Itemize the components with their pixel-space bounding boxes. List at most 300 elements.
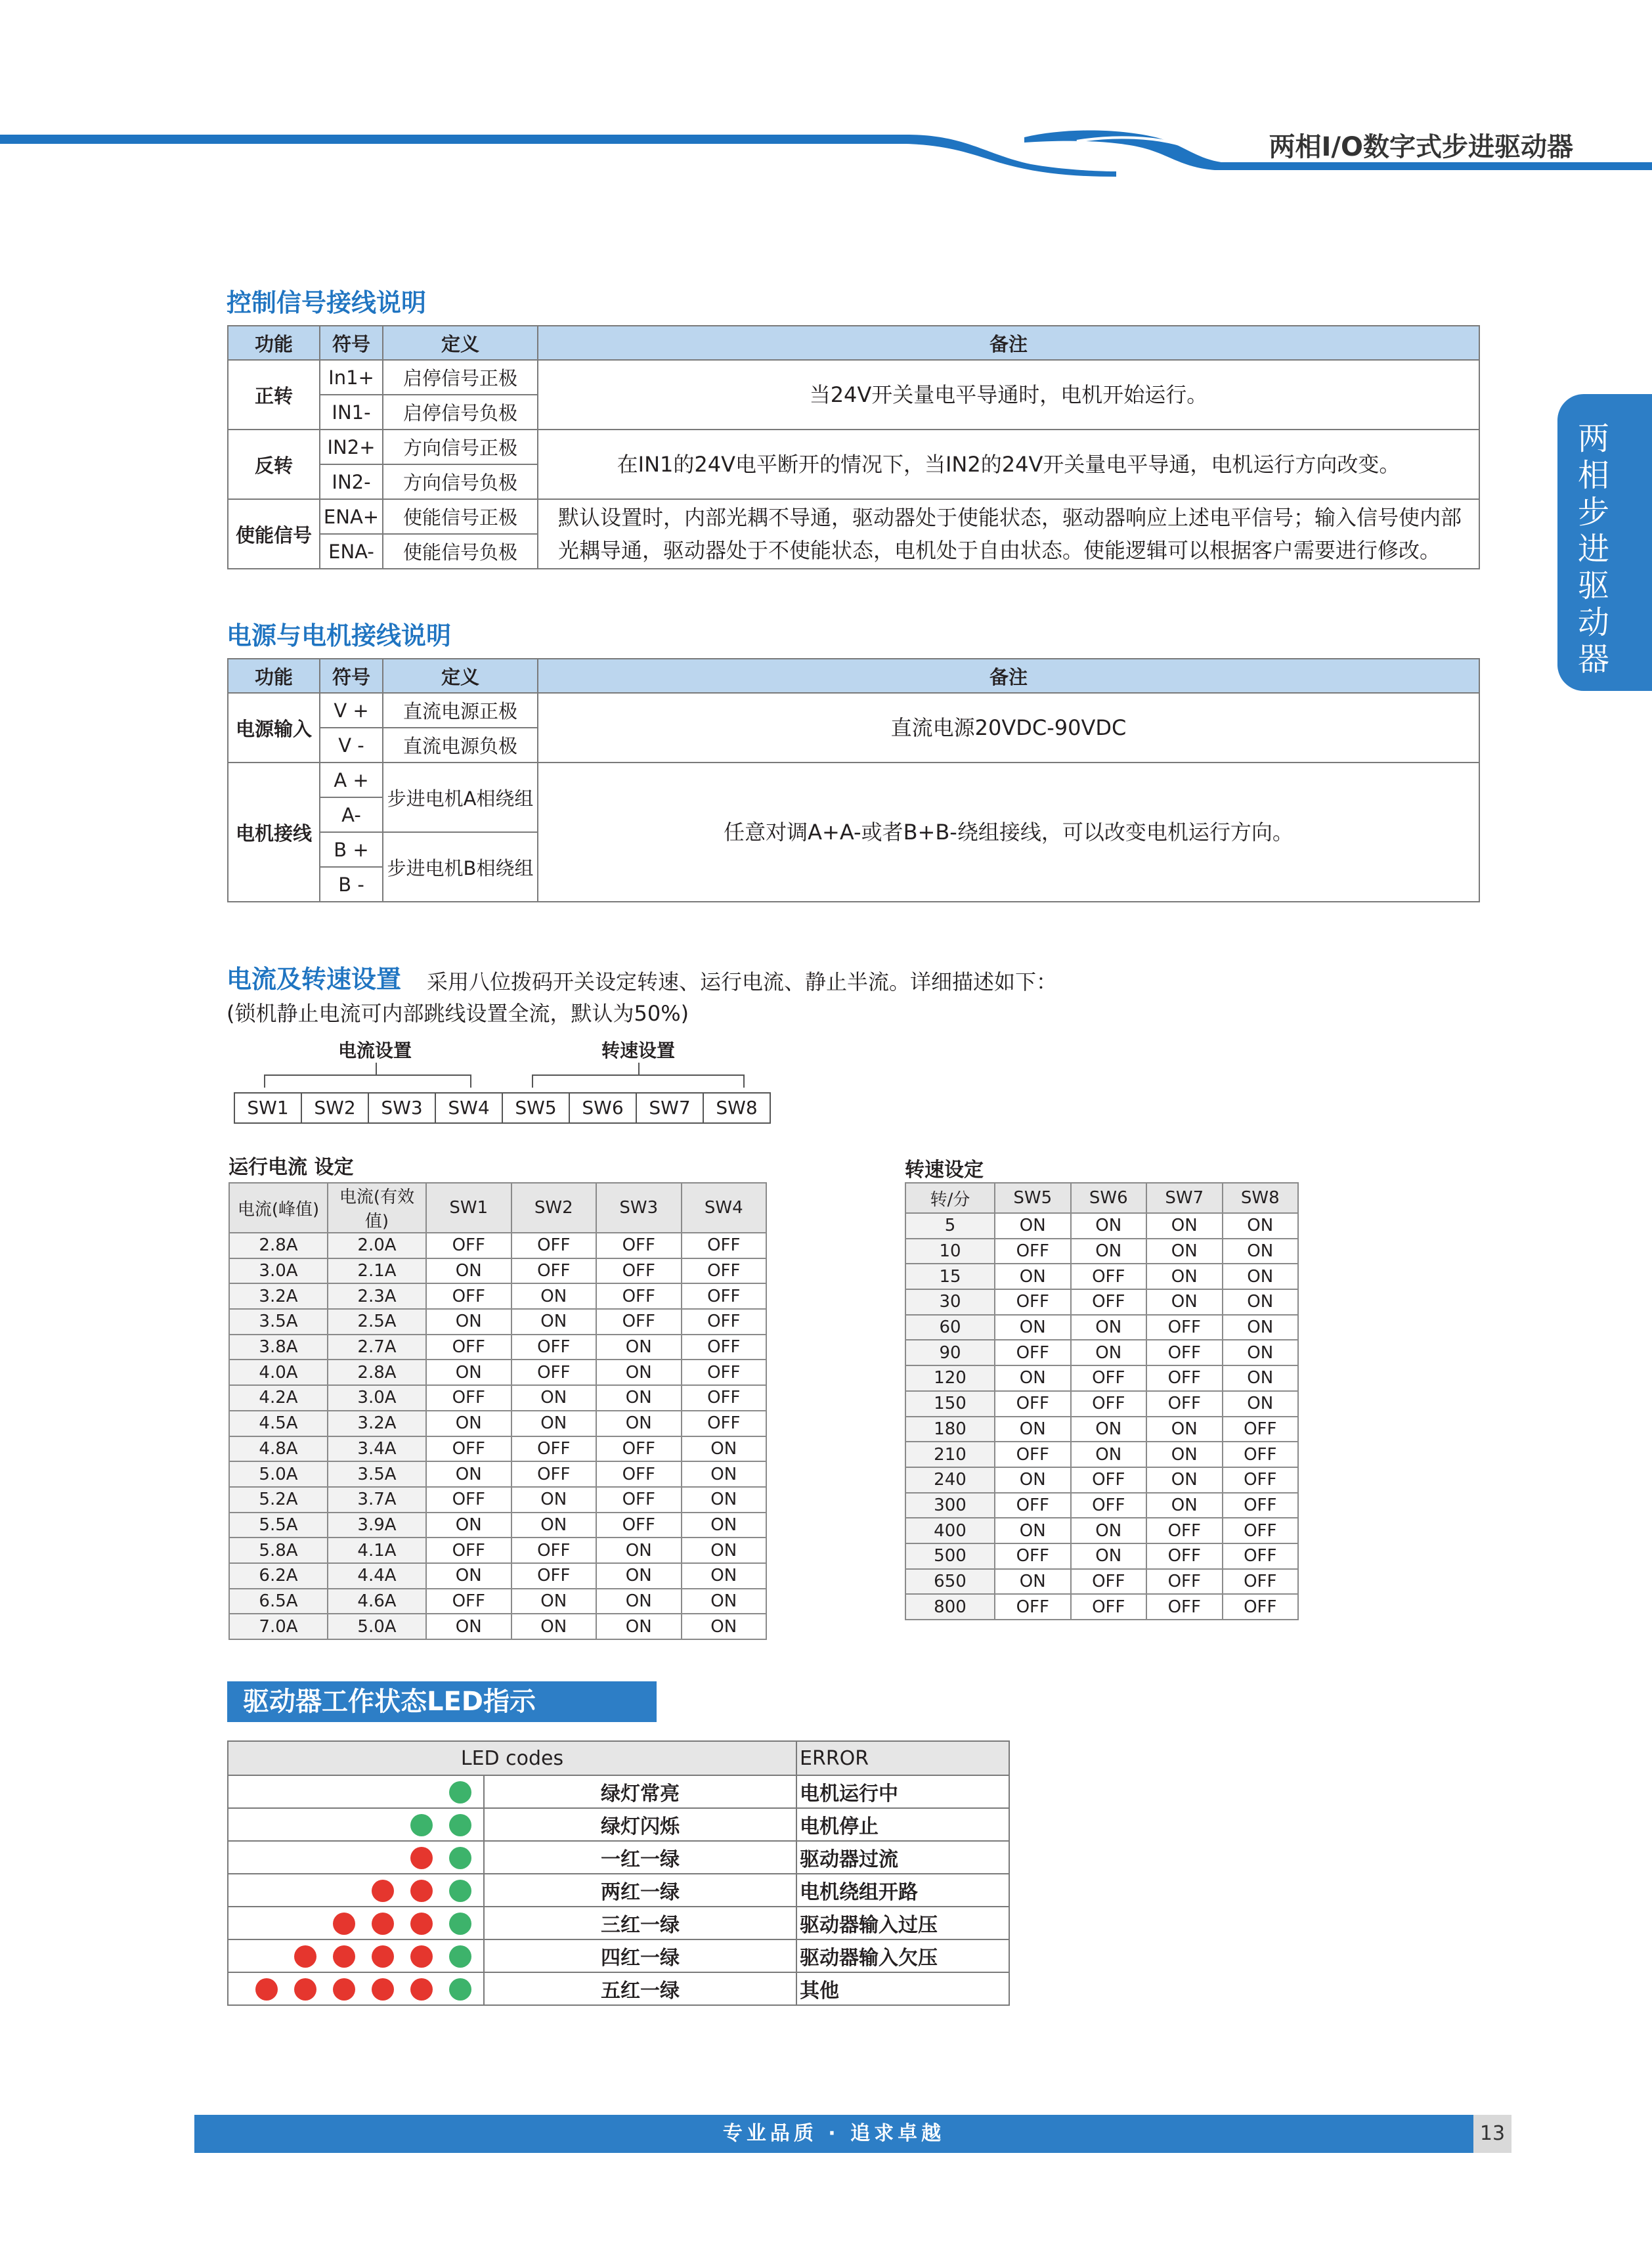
cell: OFF — [426, 1385, 511, 1411]
cell: 3.2A — [328, 1411, 426, 1436]
page-number: 13 — [1473, 2115, 1511, 2153]
cell: ON — [1223, 1213, 1299, 1239]
table-header-row — [905, 1183, 1298, 1213]
cell: OFF — [682, 1385, 767, 1411]
red-led-icon — [333, 1913, 355, 1935]
red-led-icon — [410, 1978, 433, 2001]
table-row — [228, 693, 1479, 728]
cell: OFF — [1223, 1594, 1299, 1620]
green-led-icon — [449, 1781, 471, 1804]
table-row — [905, 1391, 1298, 1417]
table-row — [229, 1335, 766, 1360]
header-cell: 电流(有效值) — [328, 1183, 426, 1233]
symbol-cell: ENA+ — [320, 499, 383, 534]
cell: OFF — [1223, 1543, 1299, 1569]
cell: 2.8A — [229, 1233, 328, 1258]
cell: ON — [596, 1411, 682, 1436]
cell: OFF — [426, 1233, 511, 1258]
cell: ON — [995, 1315, 1071, 1340]
red-led-icon — [410, 1913, 433, 1935]
current-setting-label: 电流设置 — [338, 1040, 412, 1061]
cell: 4.5A — [229, 1411, 328, 1436]
red-led-icon — [410, 1945, 433, 1968]
led-dots-cell — [228, 1874, 484, 1907]
led-section-title: 驱动器工作状态LED指示 — [227, 1681, 657, 1722]
cell: ON — [1146, 1264, 1223, 1289]
note-cell: 当24V开关量电平导通时，电机开始运行。 — [538, 360, 1479, 430]
led-row — [228, 1874, 1009, 1907]
table-row — [229, 1411, 766, 1436]
header-cell: SW3 — [596, 1183, 682, 1233]
cell: ON — [596, 1589, 682, 1614]
cell: ON — [995, 1264, 1071, 1289]
cell: ON — [682, 1614, 767, 1639]
header-cell: SW4 — [682, 1183, 767, 1233]
speed-table-caption: 转速设定 — [905, 1159, 984, 1182]
switch-label: SW1 — [235, 1094, 302, 1122]
cell: 2.8A — [328, 1360, 426, 1385]
led-pattern-name: 绿灯常亮 — [484, 1775, 796, 1808]
green-led-icon — [449, 1814, 471, 1836]
note-line: 默认设置时，内部光耦不导通，驱动器处于使能状态，驱动器响应上述电平信号；输入信号使内部 — [558, 505, 1462, 530]
table-row — [229, 1283, 766, 1309]
cell: ON — [1223, 1391, 1299, 1417]
function-cell: 正转 — [228, 360, 320, 430]
current-brace — [264, 1074, 471, 1088]
cell: 3.0A — [229, 1258, 328, 1284]
section-title-control: 控制信号接线说明 — [227, 288, 427, 317]
cell: 10 — [905, 1239, 995, 1264]
led-dots-cell — [228, 1939, 484, 1972]
cell: OFF — [1223, 1518, 1299, 1543]
red-led-icon — [410, 1880, 433, 1902]
cell: ON — [995, 1518, 1071, 1543]
definition-cell: 直流电源负极 — [383, 728, 538, 763]
cell: 3.5A — [328, 1461, 426, 1487]
cell: ON — [682, 1538, 767, 1563]
led-row — [228, 1841, 1009, 1874]
cell: OFF — [1146, 1543, 1223, 1569]
cell: OFF — [1071, 1594, 1147, 1620]
cell: OFF — [596, 1513, 682, 1538]
cell: ON — [1146, 1213, 1223, 1239]
red-led-icon — [255, 1978, 278, 2001]
cell: 3.7A — [328, 1487, 426, 1513]
cell: ON — [596, 1385, 682, 1411]
cell: OFF — [596, 1283, 682, 1309]
table-row — [905, 1442, 1298, 1467]
cell: OFF — [596, 1233, 682, 1258]
cell: ON — [596, 1563, 682, 1589]
cell: ON — [1146, 1239, 1223, 1264]
led-codes-header: LED codes — [228, 1741, 796, 1775]
cell: 500 — [905, 1543, 995, 1569]
cell: ON — [1223, 1365, 1299, 1391]
cell: OFF — [1146, 1365, 1223, 1391]
cell: 4.1A — [328, 1538, 426, 1563]
cell: OFF — [682, 1258, 767, 1284]
green-led-icon — [449, 1847, 471, 1869]
red-led-icon — [294, 1978, 316, 2001]
cell: ON — [426, 1461, 511, 1487]
definition-cell: 步进电机A相绕组 — [383, 763, 538, 832]
cell: OFF — [596, 1258, 682, 1284]
cell: OFF — [511, 1233, 597, 1258]
switch-label: SW3 — [369, 1094, 436, 1122]
definition-cell: 直流电源正极 — [383, 693, 538, 728]
cell: OFF — [426, 1283, 511, 1309]
red-led-icon — [372, 1978, 394, 2001]
power-motor-table — [227, 658, 1480, 902]
switch-label: SW8 — [716, 1097, 758, 1118]
cell: 5.2A — [229, 1487, 328, 1513]
table-row — [905, 1543, 1298, 1569]
cell: 30 — [905, 1289, 995, 1315]
led-error-text: 驱动器输入欠压 — [796, 1939, 1009, 1972]
cell: ON — [995, 1213, 1071, 1239]
definition-cell: 使能信号正极 — [383, 499, 538, 534]
header-cell: 电流(峰值) — [229, 1183, 328, 1233]
table-row — [229, 1487, 766, 1513]
cell: ON — [426, 1513, 511, 1538]
cell: 5.0A — [229, 1461, 328, 1487]
cell: ON — [995, 1569, 1071, 1595]
led-dots-cell — [228, 1775, 484, 1808]
cell: ON — [511, 1513, 597, 1538]
cell: 150 — [905, 1391, 995, 1417]
table-row — [905, 1365, 1298, 1391]
cell: 4.4A — [328, 1563, 426, 1589]
table-header-row — [229, 1183, 766, 1233]
cell: ON — [511, 1411, 597, 1436]
cell: OFF — [511, 1360, 597, 1385]
cell: 3.2A — [229, 1283, 328, 1309]
table-row — [905, 1315, 1298, 1340]
header-cell: 符号 — [320, 659, 383, 693]
cell: 90 — [905, 1340, 995, 1365]
cell: OFF — [511, 1335, 597, 1360]
cell: OFF — [511, 1563, 597, 1589]
cell: OFF — [682, 1335, 767, 1360]
cell: OFF — [995, 1239, 1071, 1264]
switch-label: SW4 — [436, 1094, 503, 1122]
cell: OFF — [1146, 1518, 1223, 1543]
cell: ON — [1223, 1264, 1299, 1289]
switch-label: SW5 — [503, 1094, 570, 1122]
cell: OFF — [426, 1335, 511, 1360]
cell: ON — [682, 1563, 767, 1589]
table-row — [228, 763, 1479, 797]
current-table — [228, 1182, 767, 1640]
cell: 5.0A — [328, 1614, 426, 1639]
header-cell: 符号 — [320, 326, 383, 360]
cell: ON — [995, 1467, 1071, 1493]
cell: 650 — [905, 1569, 995, 1595]
note-cell: 直流电源20VDC-90VDC — [538, 693, 1479, 763]
header-cell: SW1 — [426, 1183, 511, 1233]
cell: ON — [511, 1283, 597, 1309]
cell: OFF — [1071, 1569, 1147, 1595]
led-error-text: 电机绕组开路 — [796, 1874, 1009, 1907]
function-cell: 电机接线 — [228, 763, 320, 902]
cell: ON — [1146, 1289, 1223, 1315]
current-table-caption: 运行电流 设定 — [228, 1156, 354, 1179]
cell: 5.8A — [229, 1538, 328, 1563]
definition-cell: 方向信号负极 — [383, 464, 538, 499]
led-pattern-name: 两红一绿 — [484, 1874, 796, 1907]
led-error-text: 电机停止 — [796, 1808, 1009, 1841]
green-led-icon — [449, 1978, 471, 2001]
cell: 5 — [905, 1213, 995, 1239]
led-error-header: ERROR — [796, 1741, 1009, 1775]
cell: 2.1A — [328, 1258, 426, 1284]
header-cell: SW7 — [1146, 1183, 1223, 1213]
led-dots-cell — [228, 1808, 484, 1841]
cell: OFF — [682, 1309, 767, 1335]
cell: OFF — [1223, 1493, 1299, 1518]
table-row — [229, 1461, 766, 1487]
cell: 3.0A — [328, 1385, 426, 1411]
speed-brace — [532, 1074, 745, 1088]
led-row — [228, 1775, 1009, 1808]
symbol-cell: In1+ — [320, 360, 383, 395]
cell: ON — [1223, 1289, 1299, 1315]
cell: OFF — [511, 1436, 597, 1462]
led-pattern-name: 五红一绿 — [484, 1972, 796, 2005]
symbol-cell: B - — [320, 867, 383, 902]
cell: ON — [596, 1360, 682, 1385]
cell: ON — [1146, 1417, 1223, 1442]
led-pattern-name: 绿灯闪烁 — [484, 1808, 796, 1841]
cell: OFF — [511, 1538, 597, 1563]
note-line: 光耦导通，驱动器处于不使能状态，电机处于自由状态。使能逻辑可以根据客户需要进行修改。 — [558, 538, 1441, 563]
table-row — [905, 1239, 1298, 1264]
cell: ON — [596, 1335, 682, 1360]
table-row — [905, 1289, 1298, 1315]
red-led-icon — [372, 1945, 394, 1968]
speed-table — [905, 1182, 1299, 1620]
cell: ON — [682, 1513, 767, 1538]
led-error-text: 其他 — [796, 1972, 1009, 2005]
cell: OFF — [995, 1493, 1071, 1518]
definition-cell: 启停信号负极 — [383, 395, 538, 430]
table-row — [905, 1467, 1298, 1493]
section-title-current-speed: 电流及转速设置 — [227, 965, 402, 994]
table-row — [905, 1340, 1298, 1365]
cell: OFF — [596, 1487, 682, 1513]
cell: ON — [995, 1365, 1071, 1391]
cell: 2.0A — [328, 1233, 426, 1258]
led-dots-cell — [228, 1841, 484, 1874]
header-cell: SW6 — [1071, 1183, 1147, 1213]
symbol-cell: IN1- — [320, 395, 383, 430]
cell: 400 — [905, 1518, 995, 1543]
cell: OFF — [1071, 1493, 1147, 1518]
symbol-cell: V + — [320, 693, 383, 728]
symbol-cell: ENA- — [320, 534, 383, 569]
cell: ON — [511, 1309, 597, 1335]
cell: OFF — [995, 1289, 1071, 1315]
table-row — [229, 1309, 766, 1335]
table-row — [229, 1589, 766, 1614]
cell: OFF — [511, 1258, 597, 1284]
cell: OFF — [1223, 1442, 1299, 1467]
header-cell: SW8 — [1223, 1183, 1299, 1213]
cell: ON — [1146, 1442, 1223, 1467]
cell: ON — [1071, 1442, 1147, 1467]
cell: 4.0A — [229, 1360, 328, 1385]
header-cell: 功能 — [228, 659, 320, 693]
cell: 800 — [905, 1594, 995, 1620]
note-cell — [538, 499, 1479, 569]
table-row — [905, 1569, 1298, 1595]
cell: OFF — [426, 1436, 511, 1462]
control-signal-table — [227, 325, 1480, 569]
cell: ON — [682, 1461, 767, 1487]
table-row — [905, 1493, 1298, 1518]
cell: 3.8A — [229, 1335, 328, 1360]
table-header-row — [228, 326, 1479, 360]
red-led-icon — [333, 1945, 355, 1968]
header-cell: 备注 — [538, 326, 1479, 360]
cell: OFF — [596, 1309, 682, 1335]
red-led-icon — [333, 1978, 355, 2001]
cell: 2.3A — [328, 1283, 426, 1309]
cell: OFF — [1146, 1315, 1223, 1340]
note-cell: 在IN1的24V电平断开的情况下，当IN2的24V开关量电平导通，电机运行方向改变。 — [538, 430, 1479, 499]
cell: OFF — [1146, 1340, 1223, 1365]
cell: ON — [1146, 1493, 1223, 1518]
cell: 60 — [905, 1315, 995, 1340]
cell: OFF — [1071, 1391, 1147, 1417]
cell: OFF — [1071, 1365, 1147, 1391]
cell: OFF — [426, 1487, 511, 1513]
cell: 3.9A — [328, 1513, 426, 1538]
table-row — [228, 360, 1479, 395]
cell: ON — [1071, 1417, 1147, 1442]
led-dots-cell — [228, 1972, 484, 2005]
led-row — [228, 1939, 1009, 1972]
function-cell: 使能信号 — [228, 499, 320, 569]
switch-label: SW2 — [302, 1094, 369, 1122]
symbol-cell: A + — [320, 763, 383, 797]
led-row — [228, 1907, 1009, 1939]
cell: ON — [995, 1417, 1071, 1442]
cell: ON — [596, 1538, 682, 1563]
table-row — [229, 1385, 766, 1411]
cell: ON — [1071, 1213, 1147, 1239]
section-title-power: 电源与电机接线说明 — [227, 621, 452, 650]
table-row — [228, 499, 1479, 534]
led-header-row — [228, 1741, 1009, 1775]
green-led-icon — [449, 1880, 471, 1902]
header-cell: 定义 — [383, 659, 538, 693]
cell: ON — [682, 1589, 767, 1614]
speed-brace-stem — [638, 1063, 640, 1074]
cell: ON — [426, 1411, 511, 1436]
cell: OFF — [596, 1461, 682, 1487]
cell: ON — [426, 1309, 511, 1335]
footer-slogan: 专业品质 · 追求卓越 — [722, 2122, 946, 2145]
cell: OFF — [1223, 1467, 1299, 1493]
cell: 210 — [905, 1442, 995, 1467]
green-led-icon — [449, 1913, 471, 1935]
switch-label: SW7 — [637, 1094, 704, 1122]
cell: ON — [1071, 1543, 1147, 1569]
header-cell: 备注 — [538, 659, 1479, 693]
red-led-icon — [372, 1913, 394, 1935]
switch-label: SW6 — [570, 1094, 637, 1122]
cell: 4.2A — [229, 1385, 328, 1411]
led-row — [228, 1972, 1009, 2005]
led-dots-cell — [228, 1907, 484, 1939]
cell: ON — [1223, 1239, 1299, 1264]
cell: 300 — [905, 1493, 995, 1518]
symbol-cell: IN2+ — [320, 430, 383, 464]
cell: OFF — [995, 1340, 1071, 1365]
function-cell: 反转 — [228, 430, 320, 499]
table-row — [905, 1518, 1298, 1543]
section3-desc: 采用八位拨码开关设定转速、运行电流、静止半流。详细描述如下： — [427, 969, 1058, 994]
cell: OFF — [995, 1442, 1071, 1467]
cell: ON — [426, 1258, 511, 1284]
cell: OFF — [1223, 1569, 1299, 1595]
side-tab-text: 两 相 步 进 驱 动 器 — [1577, 420, 1609, 678]
table-row — [905, 1213, 1298, 1239]
cell: 120 — [905, 1365, 995, 1391]
cell: ON — [511, 1385, 597, 1411]
cell: 3.5A — [229, 1309, 328, 1335]
cell: OFF — [426, 1589, 511, 1614]
cell: OFF — [511, 1461, 597, 1487]
cell: ON — [426, 1360, 511, 1385]
led-pattern-name: 四红一绿 — [484, 1939, 796, 1972]
cell: 2.5A — [328, 1309, 426, 1335]
cell: ON — [1146, 1467, 1223, 1493]
table-row — [229, 1513, 766, 1538]
cell: 6.5A — [229, 1589, 328, 1614]
cell: ON — [426, 1563, 511, 1589]
symbol-cell: V - — [320, 728, 383, 763]
cell: OFF — [995, 1594, 1071, 1620]
cell: OFF — [596, 1436, 682, 1462]
table-row — [229, 1258, 766, 1284]
definition-cell: 使能信号负极 — [383, 534, 538, 569]
cell: ON — [1071, 1239, 1147, 1264]
symbol-cell: B + — [320, 832, 383, 867]
cell: 240 — [905, 1467, 995, 1493]
header-cell: 转/分 — [905, 1183, 995, 1213]
red-led-icon — [410, 1847, 433, 1869]
led-row — [228, 1808, 1009, 1841]
cell: OFF — [426, 1538, 511, 1563]
header-cell: 功能 — [228, 326, 320, 360]
cell: 5.5A — [229, 1513, 328, 1538]
table-row — [905, 1594, 1298, 1620]
cell: ON — [682, 1436, 767, 1462]
symbol-cell: IN2- — [320, 464, 383, 499]
cell: OFF — [1071, 1289, 1147, 1315]
cell: OFF — [682, 1233, 767, 1258]
cell: OFF — [1146, 1391, 1223, 1417]
cell: 4.8A — [229, 1436, 328, 1462]
cell: ON — [1071, 1340, 1147, 1365]
green-led-icon — [449, 1945, 471, 1968]
header-cell: 定义 — [383, 326, 538, 360]
red-led-icon — [372, 1880, 394, 1902]
cell: ON — [511, 1487, 597, 1513]
definition-cell: 启停信号正极 — [383, 360, 538, 395]
